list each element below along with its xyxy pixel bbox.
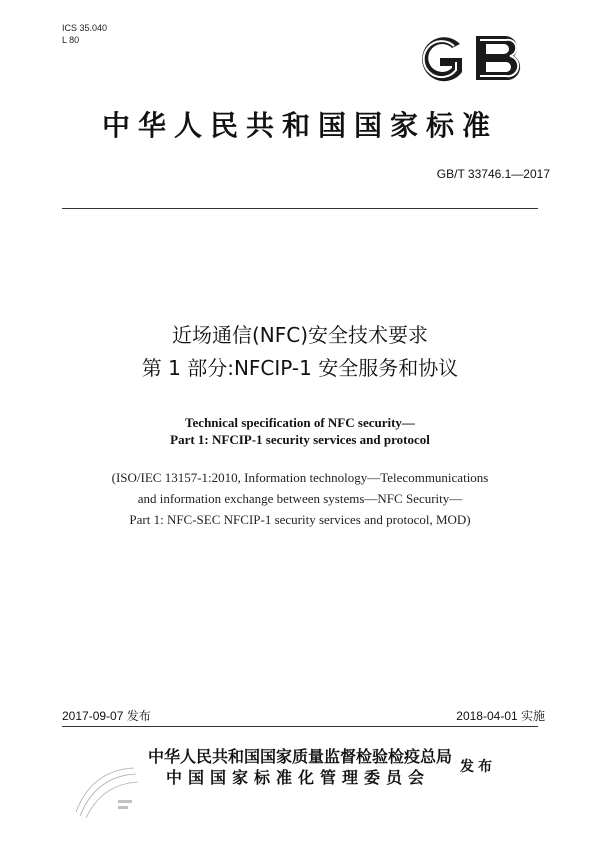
chinese-title-line-2: 第 1 部分:NFCIP-1 安全服务和协议 bbox=[141, 356, 459, 380]
ccs-code: L 80 bbox=[62, 35, 80, 45]
publisher-line-1: 中华人民共和国国家质量监督检验检疫总局 bbox=[148, 747, 453, 766]
english-title-line-2: Part 1: NFCIP-1 security services and protocol bbox=[170, 432, 430, 447]
implementation-date: 2018-04-01 实施 bbox=[456, 709, 545, 723]
top-divider bbox=[62, 208, 538, 209]
publisher-line-2: 中国国家标准化管理委员会 bbox=[165, 768, 430, 787]
standard-code: GB/T 33746.1—2017 bbox=[436, 167, 550, 181]
chinese-title-line-1: 近场通信(NFC)安全技术要求 bbox=[171, 323, 429, 347]
english-title-line-1: Technical specification of NFC security— bbox=[185, 415, 415, 430]
bottom-divider bbox=[62, 726, 538, 727]
ics-code: ICS 35.040 bbox=[62, 23, 108, 33]
reference-line-3: Part 1: NFC-SEC NFCIP-1 security services and protocol, MOD) bbox=[129, 512, 471, 527]
watermark-stamp-icon bbox=[72, 762, 142, 822]
publish-label: 发布 bbox=[460, 759, 496, 775]
standard-type-title: 中华人民共和国国家标准 bbox=[101, 109, 498, 142]
reference-line-1: (ISO/IEC 13157-1:2010, Information technology—Telecommunications bbox=[111, 470, 489, 485]
gb-logo-icon bbox=[406, 28, 534, 88]
reference-line-2: and information exchange between systems—NFC Security— bbox=[137, 491, 463, 506]
classification-codes bbox=[62, 22, 107, 46]
issue-date: 2017-09-07 发布 bbox=[62, 709, 151, 723]
